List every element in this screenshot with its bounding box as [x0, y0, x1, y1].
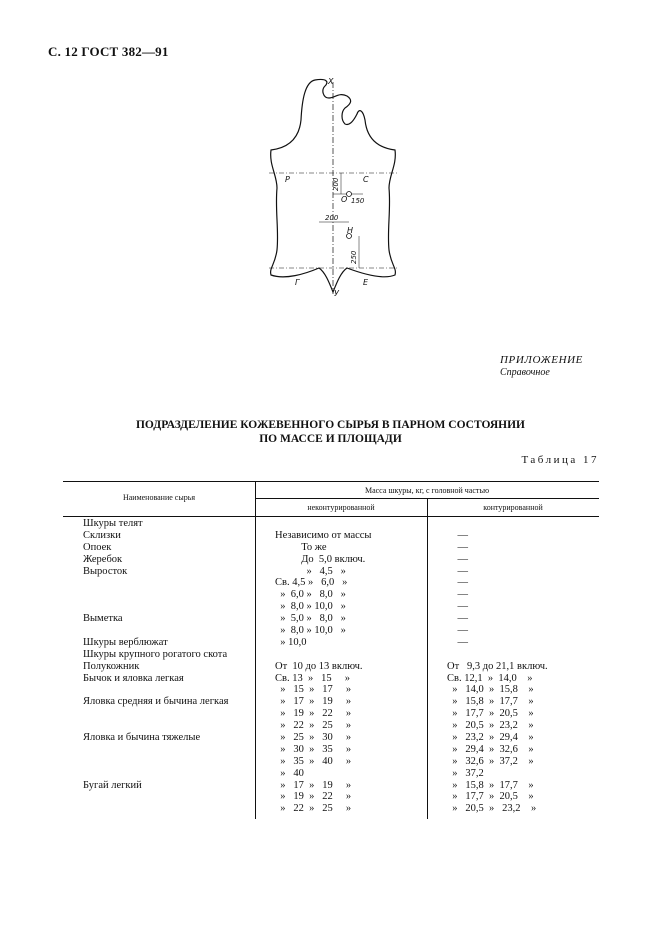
- title-line-2: ПО МАССЕ И ПЛОЩАДИ: [259, 433, 402, 445]
- row-mass-contoured: » 15,8 » 17,7 »: [447, 696, 534, 708]
- sub-header-contoured: контурированной: [483, 503, 543, 512]
- row-mass-contoured: —: [447, 541, 468, 553]
- row-mass-uncontoured: Св. 13 » 15 »: [275, 672, 350, 684]
- table-top-rule: [63, 481, 599, 482]
- row-name: Бугай легкий: [83, 779, 142, 791]
- title-line-1: ПОДРАЗДЕЛЕНИЕ КОЖЕВЕННОГО СЫРЬЯ В ПАРНОМ СОСТОЯНИИ: [135, 419, 525, 431]
- table-row: [63, 625, 599, 637]
- table-row: [63, 696, 599, 708]
- row-mass-contoured: » 20,5 » 23,2 »: [447, 803, 537, 815]
- row-mass-uncontoured: » 8,0 » 10,0 »: [275, 625, 346, 637]
- table-row: [63, 601, 599, 613]
- dim-200-mid: 200: [325, 214, 339, 222]
- row-mass-uncontoured: Св. 4,5 » 6,0 »: [275, 577, 348, 589]
- row-mass-contoured: » 20,5 » 23,2 »: [447, 720, 534, 732]
- table-row: [63, 518, 599, 530]
- row-mass-uncontoured: » 22 » 25 »: [275, 803, 352, 815]
- label-h: Н: [347, 226, 354, 235]
- label-o: О: [341, 195, 348, 204]
- appendix-note: [500, 354, 583, 378]
- row-name: Бычок и яловка легкая: [83, 672, 184, 684]
- row-mass-contoured: —: [447, 636, 468, 648]
- row-mass-contoured: —: [447, 553, 468, 565]
- row-mass-uncontoured: » 19 » 22 »: [275, 791, 352, 803]
- dim-250: 250: [350, 250, 358, 264]
- table-row: [63, 708, 599, 720]
- mass-header: Масса шкуры, кг, с головной частью: [364, 486, 490, 495]
- label-e: Е: [363, 278, 369, 287]
- row-mass-uncontoured: То же: [275, 541, 327, 553]
- table-row: [63, 756, 599, 768]
- table-row: [63, 732, 599, 744]
- page-header: С. 12 ГОСТ 382—91: [48, 44, 169, 59]
- row-mass-contoured: —: [447, 529, 468, 541]
- row-mass-uncontoured: » 25 » 30 »: [275, 732, 352, 744]
- row-name: Яловка и бычина тяжелые: [83, 732, 201, 744]
- row-mass-contoured: » 17,7 » 20,5 »: [447, 791, 534, 803]
- label-p: Р: [285, 175, 290, 184]
- table-row: [63, 530, 599, 542]
- row-name: Склизки: [83, 529, 121, 541]
- row-mass-contoured: Св. 12,1 » 14,0 »: [447, 672, 533, 684]
- table-row: [63, 589, 599, 601]
- row-mass-uncontoured: » 35 » 40 »: [275, 755, 352, 767]
- row-name: Выросток: [83, 565, 128, 577]
- row-mass-uncontoured: От 10 до 13 включ.: [275, 660, 363, 672]
- row-name: Яловка средняя и бычина легкая: [83, 696, 229, 708]
- label-x: Х: [328, 77, 334, 86]
- row-mass-uncontoured: » 17 » 19 »: [275, 696, 352, 708]
- row-name: Полукожник: [83, 660, 140, 672]
- row-mass-uncontoured: » 8,0 » 10,0 »: [275, 601, 346, 613]
- row-mass-uncontoured: » 15 » 17 »: [275, 684, 352, 696]
- row-mass-contoured: —: [447, 577, 468, 589]
- col-name-header: Наименование сырья: [122, 493, 196, 502]
- row-mass-contoured: » 37,2: [447, 767, 484, 779]
- table-row: [63, 566, 599, 578]
- table-row: [63, 577, 599, 589]
- row-mass-contoured: » 17,7 » 20,5 »: [447, 708, 534, 720]
- row-mass-uncontoured: Независимо от массы: [275, 529, 372, 541]
- row-name: Жеребок: [83, 553, 123, 565]
- table-row: [63, 661, 599, 673]
- row-name: Шкуры верблюжат: [83, 636, 168, 648]
- table-row: [63, 780, 599, 792]
- row-mass-uncontoured: » 30 » 35 »: [275, 743, 352, 755]
- row-mass-uncontoured: » 22 » 25 »: [275, 720, 352, 732]
- document-title: [0, 418, 661, 446]
- table-row: [63, 673, 599, 685]
- row-name: Шкуры телят: [83, 518, 143, 529]
- row-mass-contoured: —: [447, 565, 468, 577]
- row-mass-contoured: —: [447, 625, 468, 637]
- row-name: Опоек: [83, 541, 112, 553]
- table-row: [63, 554, 599, 566]
- table-row: [63, 637, 599, 649]
- row-mass-contoured: » 15,8 » 17,7 »: [447, 779, 534, 791]
- dim-200-top: 200: [332, 177, 340, 191]
- row-mass-contoured: От 9,3 до 21,1 включ.: [447, 660, 548, 672]
- table-row: [63, 803, 599, 815]
- row-mass-contoured: —: [447, 589, 468, 601]
- table-row: [63, 684, 599, 696]
- table-row: [63, 542, 599, 554]
- row-mass-uncontoured: » 19 » 22 »: [275, 708, 352, 720]
- hide-diagram: [255, 70, 405, 300]
- row-mass-contoured: » 14,0 » 15,8 »: [447, 684, 534, 696]
- row-mass-contoured: —: [447, 601, 468, 613]
- dim-150: 150: [351, 197, 365, 205]
- table-row: [63, 720, 599, 732]
- row-mass-uncontoured: » 10,0: [275, 636, 307, 648]
- hide-outline-svg: [255, 70, 405, 300]
- table-row: [63, 613, 599, 625]
- label-y: У: [334, 289, 339, 298]
- row-mass-uncontoured: » 5,0 » 8,0 »: [275, 613, 346, 625]
- row-mass-contoured: » 29,4 » 32,6 »: [447, 743, 534, 755]
- row-mass-contoured: —: [447, 613, 468, 625]
- row-name: Выметка: [83, 613, 123, 625]
- table-row: [63, 649, 599, 661]
- label-g: Г: [295, 278, 300, 287]
- table-row: [63, 791, 599, 803]
- label-c: С: [363, 175, 369, 184]
- table-caption: Таблица 17: [521, 454, 599, 466]
- appendix-subtitle: Справочное: [500, 367, 550, 378]
- row-mass-uncontoured: » 4,5 »: [275, 565, 346, 577]
- table-body: [63, 518, 599, 815]
- appendix-title: ПРИЛОЖЕНИЕ: [500, 354, 583, 366]
- sub-header-uncontoured: неконтурированной: [307, 503, 375, 512]
- table-row: [63, 768, 599, 780]
- row-mass-contoured: » 32,6 » 37,2 »: [447, 755, 534, 767]
- row-mass-contoured: » 23,2 » 29,4 »: [447, 732, 534, 744]
- table-row: [63, 744, 599, 756]
- row-mass-uncontoured: » 40: [275, 767, 304, 779]
- row-mass-uncontoured: » 17 » 19 »: [275, 779, 352, 791]
- row-name: Шкуры крупного рогатого скота: [83, 648, 228, 660]
- table-header-rule: [63, 516, 599, 517]
- row-mass-uncontoured: » 6,0 » 8,0 »: [275, 589, 346, 601]
- row-mass-uncontoured: До 5,0 включ.: [275, 553, 366, 565]
